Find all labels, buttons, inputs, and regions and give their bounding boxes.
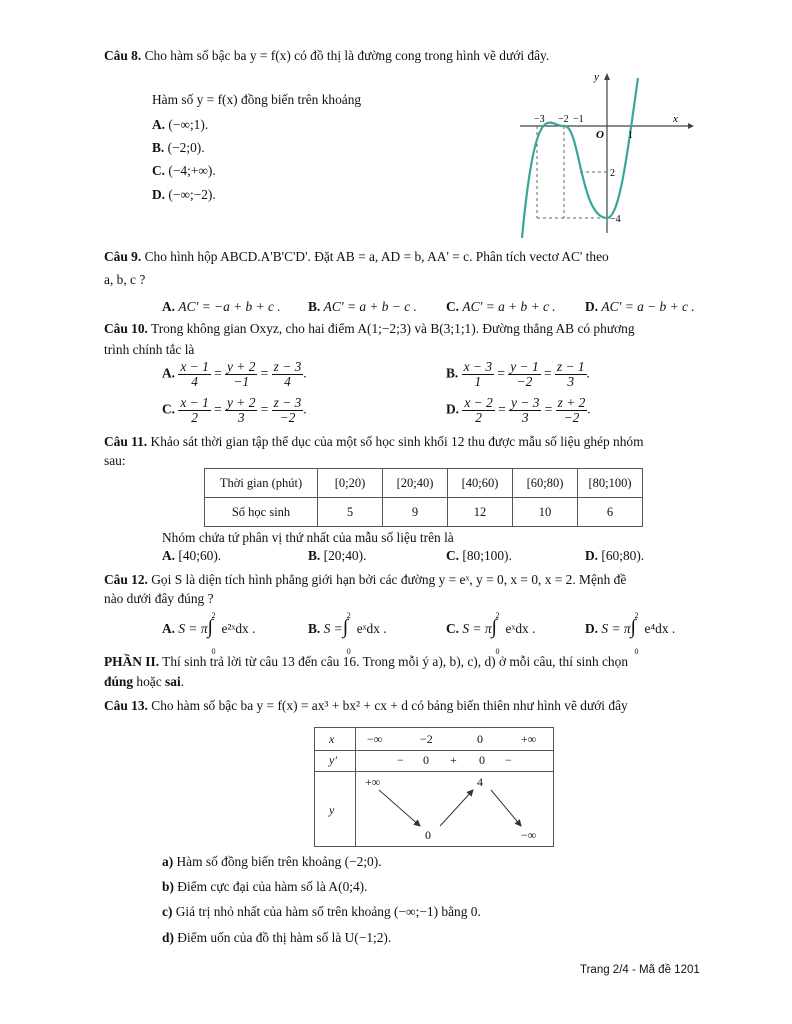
table-row: Thời gian (phút) [0;20) [20;40) [40;60) [60;80) [80;100) bbox=[205, 469, 643, 498]
q10-option-a: A. $\frac{x - 1}{4}$ = $\frac{y + 2}{-1}$ = $\frac{z - 3}{4}$ . bbox=[162, 359, 307, 389]
q8-stem-line bbox=[104, 46, 549, 65]
q12-option-a: A. S = π∫ 2 0 e²ˣdx . bbox=[162, 611, 256, 656]
q11-prompt: Nhóm chứa tứ phân vị thứ nhất của mẫu số liệu trên là bbox=[162, 530, 454, 545]
q12-stem-line1: Câu 12. Gọi S là diện tích hình phẳng giới hạn bởi các đường y = eˣ, y = 0, x = 0, x = 2. Mệnh đề bbox=[104, 572, 627, 587]
q13-statement-c: c) Giá trị nhỏ nhất của hàm số trên khoảng (−∞;−1) bằng 0. bbox=[162, 904, 481, 919]
vt-sign: − bbox=[505, 753, 512, 767]
q12-option-d: D. S = π∫ 2 0 e⁴dx . bbox=[585, 611, 676, 656]
q10-label: Câu 10. bbox=[104, 321, 148, 336]
x-tick-1: 1 bbox=[628, 130, 633, 141]
q10-stem-line2: trình chính tắc là bbox=[104, 342, 195, 357]
q8-option-c: C. (−4;+∞). bbox=[152, 163, 216, 178]
y-tick-2: 2 bbox=[610, 168, 615, 179]
q8-option-b: B. (−2;0). bbox=[152, 140, 205, 155]
q11-frequency-table bbox=[204, 468, 643, 527]
page-footer: Trang 2/4 - Mã đề 1201 bbox=[580, 964, 700, 976]
x-axis-arrow bbox=[688, 123, 694, 129]
q11-stem-line1: Câu 11. Khảo sát thời gian tập thể dục của một số học sinh khối 12 thu được mẫu số liệu ghép nhóm bbox=[104, 434, 644, 449]
x-tick-minus1: −1 bbox=[573, 114, 584, 125]
q8-option-a: A. (−∞;1). bbox=[152, 117, 209, 132]
part2-line1: PHẦN II. Thí sinh trả lời từ câu 13 đến câu 16. Trong mỗi ý a), b), c), d) ở mỗi câu, thí sinh chọn bbox=[104, 654, 629, 669]
vt-y-val: −∞ bbox=[521, 828, 537, 842]
y-axis-arrow bbox=[604, 73, 610, 80]
origin-label: O bbox=[596, 129, 604, 141]
q9-option-c: C. AC' = a + b + c . bbox=[446, 299, 556, 314]
q11-option-b: B. [20;40). bbox=[308, 548, 367, 563]
q12-option-b: B. S =∫ 2 0 eˣdx . bbox=[308, 611, 387, 656]
q13-statement-d: d) Điểm uốn của đồ thị hàm số là U(−1;2). bbox=[162, 930, 392, 945]
vt-y-val: +∞ bbox=[365, 775, 381, 789]
q9-label: Câu 9. bbox=[104, 249, 142, 264]
q10-option-b: B. $\frac{x - 3}{1}$ = $\frac{y - 1}{-2}$ = $\frac{z - 1}{3}$ . bbox=[446, 359, 590, 389]
q9-option-a: A. AC' = −a + b + c . bbox=[162, 299, 281, 314]
q8-stem: Cho hàm số bậc ba y = f(x) có đồ thị là đường cong trong hình vẽ dưới đây. bbox=[144, 48, 550, 63]
q11-option-a: A. [40;60). bbox=[162, 548, 222, 563]
part2-line2: đúng hoặc sai. bbox=[104, 674, 185, 689]
q11-label: Câu 11. bbox=[104, 434, 148, 449]
vt-sign: 0 bbox=[479, 753, 485, 767]
q8-function-graph bbox=[510, 68, 700, 238]
vt-x-val: −2 bbox=[420, 732, 433, 746]
q11-option-c: C. [80;100). bbox=[446, 548, 512, 563]
q12-label: Câu 12. bbox=[104, 572, 148, 587]
q10-option-d: D. $\frac{x - 2}{2}$ = $\frac{y - 3}{3}$ = $\frac{z + 2}{-2}$ . bbox=[446, 395, 591, 425]
increase-arrow bbox=[440, 790, 473, 826]
part2-title: PHẦN II. bbox=[104, 654, 160, 669]
vt-y-label: y bbox=[329, 803, 335, 817]
vt-x-val: +∞ bbox=[521, 732, 537, 746]
decrease-arrow-1 bbox=[379, 790, 420, 826]
x-tick-minus2: −2 bbox=[558, 114, 569, 125]
q11-option-d: D. [60;80). bbox=[585, 548, 645, 563]
q13-statement-b: b) Điểm cực đại của hàm số là A(0;4). bbox=[162, 879, 368, 894]
q13-variation-table bbox=[314, 727, 554, 847]
q12-option-c: C. S = π∫ 2 0 eˣdx . bbox=[446, 611, 536, 656]
vt-sign: 0 bbox=[423, 753, 429, 767]
vt-yprime-label: y' bbox=[329, 753, 337, 767]
q8-label: Câu 8. bbox=[104, 48, 142, 63]
vt-x-val: −∞ bbox=[367, 732, 383, 746]
vt-x-val: 0 bbox=[477, 732, 483, 746]
vt-sign: − bbox=[397, 753, 404, 767]
q9-stem-line2: a, b, c ? bbox=[104, 272, 146, 287]
q9-option-d: D. AC' = a − b + c . bbox=[585, 299, 695, 314]
q13-label: Câu 13. bbox=[104, 698, 148, 713]
vt-x-label: x bbox=[329, 732, 335, 746]
vt-y-val: 4 bbox=[477, 775, 483, 789]
q13-statement-a: a) Hàm số đồng biến trên khoảng (−2;0). bbox=[162, 854, 382, 869]
vt-arrows bbox=[315, 728, 553, 846]
q9-stem-line1: Câu 9. Cho hình hộp ABCD.A'B'C'D'. Đặt AB = a, AD = b, AA' = c. Phân tích vectơ AC' theo bbox=[104, 249, 609, 264]
y-tick-minus4: −4 bbox=[610, 214, 621, 225]
q10-option-c: C. $\frac{x - 1}{2}$ = $\frac{y + 2}{3}$ = $\frac{z - 3}{-2}$ . bbox=[162, 395, 307, 425]
q8-prompt: Hàm số y = f(x) đồng biến trên khoảng bbox=[152, 92, 362, 107]
vt-sign: + bbox=[450, 753, 457, 767]
vt-y-val: 0 bbox=[425, 828, 431, 842]
q10-stem-line1: Câu 10. Trong không gian Oxyz, cho hai điểm A(1;−2;3) và B(3;1;1). Đường thẳng AB có phương bbox=[104, 321, 635, 336]
q9-option-b: B. AC' = a + b − c . bbox=[308, 299, 417, 314]
q11-stem-line2: sau: bbox=[104, 453, 126, 468]
x-axis-label: x bbox=[673, 113, 678, 125]
y-axis-label: y bbox=[594, 71, 599, 83]
q8-option-d: D. (−∞;−2). bbox=[152, 187, 216, 202]
x-tick-minus3: −3 bbox=[534, 114, 545, 125]
q12-stem-line2: nào dưới đây đúng ? bbox=[104, 591, 214, 606]
decrease-arrow-2 bbox=[491, 790, 521, 826]
table-row: Số học sinh 5 9 12 10 6 bbox=[205, 498, 643, 527]
q13-stem-line: Câu 13. Cho hàm số bậc ba y = f(x) = ax³ + bx² + cx + d có bảng biến thiên như hình vẽ dưới đây bbox=[104, 698, 628, 713]
